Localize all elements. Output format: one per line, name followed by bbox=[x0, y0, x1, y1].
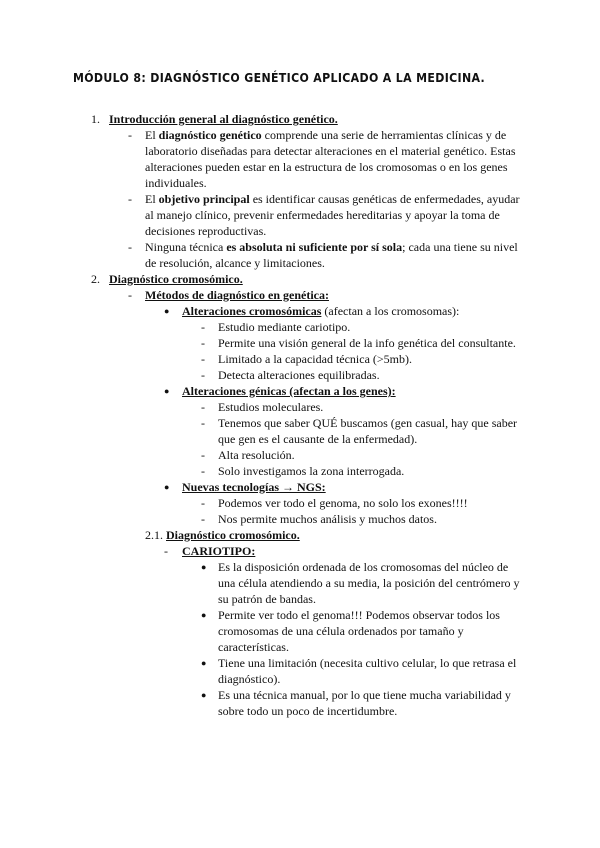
subheading: Métodos de diagnóstico en genética: bbox=[145, 288, 329, 302]
list-item: sobre todo un poco de incertidumbre. bbox=[218, 704, 398, 718]
section-number: 2. bbox=[91, 272, 100, 286]
bullet-marker: ● bbox=[201, 562, 207, 572]
dash-marker: - bbox=[201, 496, 205, 510]
dash-marker: - bbox=[201, 464, 205, 478]
dash-marker: - bbox=[201, 352, 205, 366]
dash-marker: - bbox=[201, 368, 205, 382]
list-item: Estudio mediante cariotipo. bbox=[218, 320, 351, 334]
list-item: su patrón de bandas. bbox=[218, 592, 316, 606]
bullet-heading: Alteraciones cromosómicas (afectan a los cromosomas): bbox=[182, 304, 460, 318]
bullet-marker: ● bbox=[201, 658, 207, 668]
paragraph-line: laboratorio diseñadas para detectar alteraciones en el material genético. Estas bbox=[145, 144, 516, 158]
dash-marker: - bbox=[201, 512, 205, 526]
paragraph-line: El diagnóstico genético comprende una serie de herramientas clínicas y de bbox=[145, 128, 507, 142]
paragraph-line: individuales. bbox=[145, 176, 207, 190]
section-heading: Diagnóstico cromosómico. bbox=[109, 272, 243, 286]
dash-marker: - bbox=[201, 320, 205, 334]
paragraph-line: decisiones reproductivas. bbox=[145, 224, 267, 238]
dash-marker: - bbox=[164, 544, 168, 558]
list-item: Permite una visión general de la info genética del consultante. bbox=[218, 336, 516, 350]
subsection-heading: 2.1. Diagnóstico cromosómico. bbox=[145, 528, 300, 542]
list-item: Alta resolución. bbox=[218, 448, 295, 462]
list-item: una célula atendiendo a su media, la posición del centrómero y bbox=[218, 576, 520, 590]
list-item: Limitado a la capacidad técnica (>5mb). bbox=[218, 352, 413, 366]
list-item: Podemos ver todo el genoma, no solo los exones!!!! bbox=[218, 496, 468, 510]
list-item: Es la disposición ordenada de los cromosomas del núcleo de bbox=[218, 560, 509, 574]
page-title: MÓDULO 8: DIAGNÓSTICO GENÉTICO APLICADO A LA MEDICINA. bbox=[73, 71, 486, 85]
dash-marker: - bbox=[128, 128, 132, 142]
paragraph-line: alteraciones pueden estar en la estructura de los cromosomas o en los genes bbox=[145, 160, 508, 174]
list-item: características. bbox=[218, 640, 289, 654]
paragraph-line: al manejo clínico, prevenir enfermedades hereditarias y apoyar la toma de bbox=[145, 208, 500, 222]
dash-marker: - bbox=[201, 416, 205, 430]
list-item: Permite ver todo el genoma!!! Podemos observar todos los bbox=[218, 608, 500, 622]
bullet-marker: ● bbox=[201, 610, 207, 620]
paragraph-line: El objetivo principal es identificar causas genéticas de enfermedades, ayudar bbox=[145, 192, 520, 206]
bullet-heading: Nuevas tecnologías → NGS: bbox=[182, 480, 326, 494]
bullet-marker: ● bbox=[164, 386, 170, 396]
list-item: Solo investigamos la zona interrogada. bbox=[218, 464, 405, 478]
list-item: Tiene una limitación (necesita cultivo celular, lo que retrasa el bbox=[218, 656, 517, 670]
list-item: Nos permite muchos análisis y muchos datos. bbox=[218, 512, 437, 526]
list-item: Detecta alteraciones equilibradas. bbox=[218, 368, 380, 382]
dash-marker: - bbox=[128, 288, 132, 302]
section-heading: Introducción general al diagnóstico genético. bbox=[109, 112, 338, 126]
dash-marker: - bbox=[201, 336, 205, 350]
section-number: 1. bbox=[91, 112, 100, 126]
list-item: diagnóstico). bbox=[218, 672, 281, 686]
paragraph-line: de resolución, alcance y limitaciones. bbox=[145, 256, 325, 270]
list-item: que gen es el causante de la enfermedad). bbox=[218, 432, 418, 446]
bullet-heading: Alteraciones génicas (afectan a los genes): bbox=[182, 384, 396, 398]
dash-marker: - bbox=[128, 240, 132, 254]
paragraph-line: Ninguna técnica es absoluta ni suficiente por sí sola; cada una tiene su nivel bbox=[145, 240, 518, 254]
bullet-marker: ● bbox=[164, 306, 170, 316]
bullet-marker: ● bbox=[201, 690, 207, 700]
dash-marker: - bbox=[201, 400, 205, 414]
dash-marker: - bbox=[128, 192, 132, 206]
list-item: Es una técnica manual, por lo que tiene mucha variabilidad y bbox=[218, 688, 511, 702]
subsection-label: CARIOTIPO: bbox=[182, 544, 256, 558]
dash-marker: - bbox=[201, 448, 205, 462]
list-item: Tenemos que saber QUÉ buscamos (gen casual, hay que saber bbox=[218, 416, 518, 430]
list-item: Estudios moleculares. bbox=[218, 400, 324, 414]
list-item: cromosomas de una célula ordenados por tamaño y bbox=[218, 624, 464, 638]
bullet-marker: ● bbox=[164, 482, 170, 492]
